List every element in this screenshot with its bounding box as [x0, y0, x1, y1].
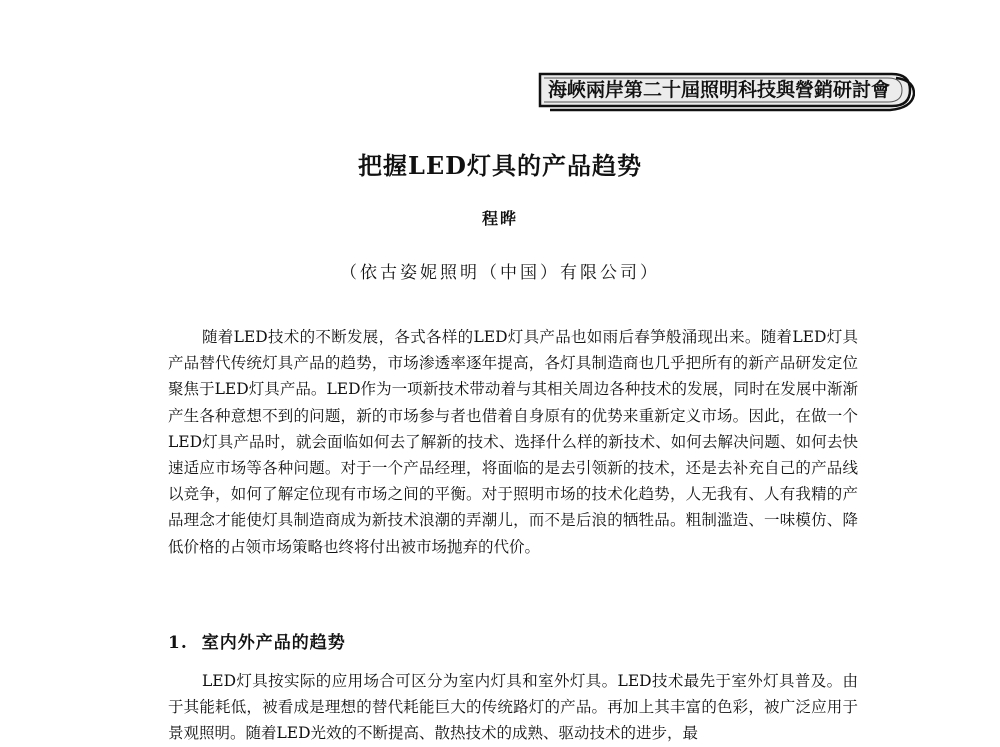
section-1-title: 室内外产品的趋势 [201, 633, 346, 653]
paper-title: 把握LED灯具的产品趋势 [358, 151, 642, 180]
author-affiliation: （依古姿妮照明（中国）有限公司） [340, 263, 660, 283]
conference-banner-text: 海峽兩岸第二十屆照明科技與營銷研討會 [548, 79, 891, 101]
section-1-number: 1. [168, 633, 188, 653]
section-1-paragraph: LED灯具按实际的应用场合可区分为室内灯具和室外灯具。LED技术最先于室外灯具普及。由于其能耗低，被看成是理想的替代耗能巨大的传统路灯的产品。再加上其丰富的色彩，被广泛应用于景观照明。随着LED光效的不断提高、散热技术的成熟、驱动技术的进步，最 [168, 672, 858, 743]
conference-banner [530, 66, 915, 114]
author-name: 程晔 [481, 209, 518, 228]
section-1-heading [168, 628, 346, 653]
intro-paragraph: 随着LED技术的不断发展，各式各样的LED灯具产品也如雨后春笋般涌现出来。随着LED灯具产品替代传统灯具产品的趋势，市场渗透率逐年提高，各灯具制造商也几乎把所有的新产品研发定位聚焦于LED灯具产品。LED作为一项新技术带动着与其相关周边各种技术的发展，同时在发展中渐渐产生各种意想不到的问题，新的市场参与者也借着自身原有的优势来重新定义市场。因此，在做一个LED灯具产品时，就会面临如何去了解新的技术、选择什么样的新技术、如何去解决问题、如何去快速适应市场等各种问题。对于一个产品经理，将面临的是去引领新的技术，还是去补充自己的产品线以竞争，如何了解定位现有市场之间的平衡。对于照明市场的技术化趋势，人无我有、人有我精的产品理念才能使灯具制造商成为新技术浪潮的弄潮儿，而不是后浪的牺牲品。粗制滥造、一味模仿、降低价格的占领市场策略也终将付出被市场抛弃的代价。 [168, 328, 858, 556]
